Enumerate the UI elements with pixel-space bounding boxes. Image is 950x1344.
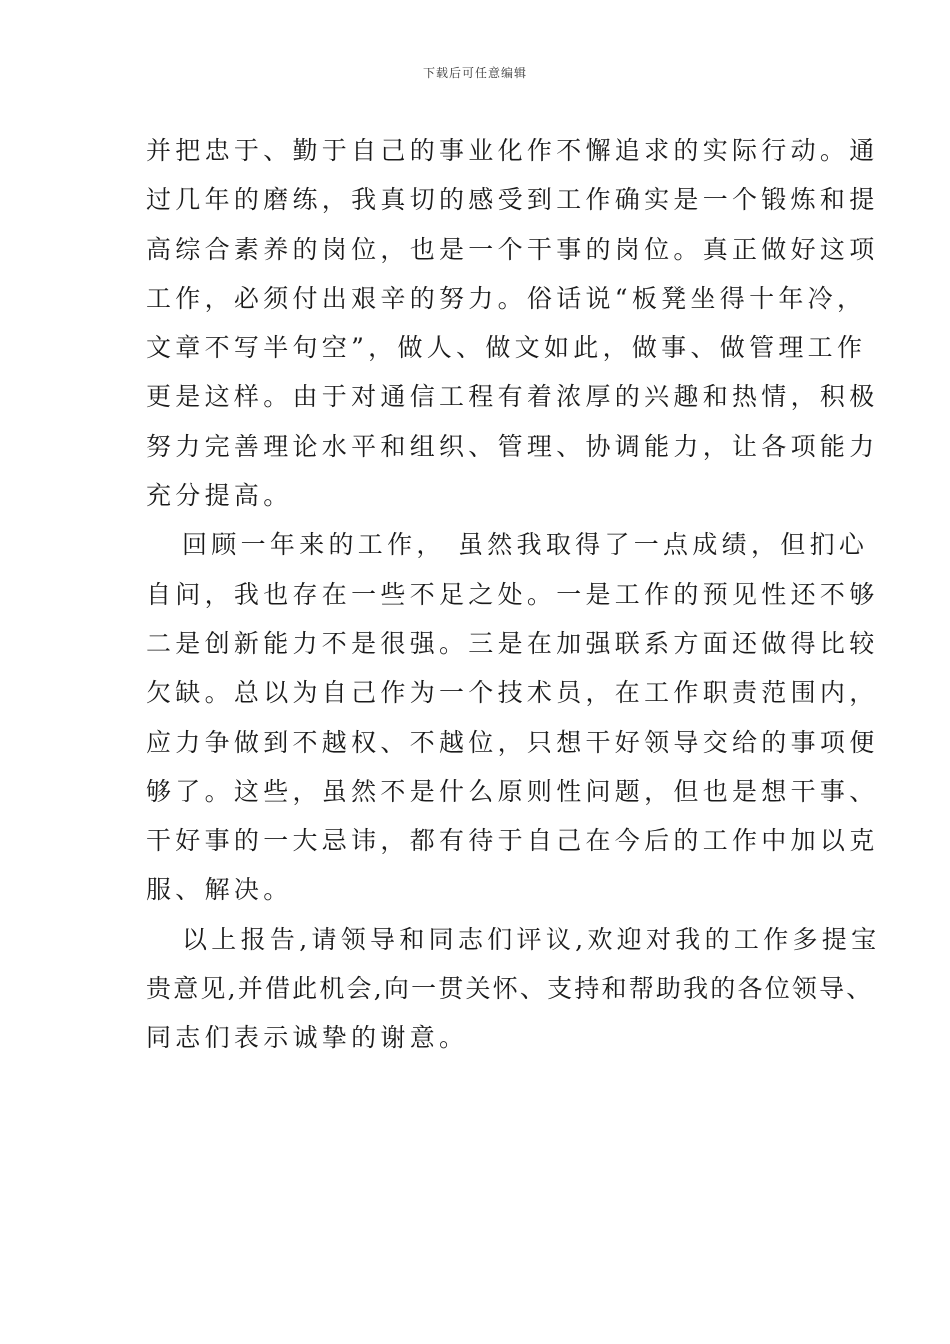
text-line: 应力争做到不越权、不越位，只想干好领导交给的事项便	[146, 727, 879, 757]
text-line: 并把忠于、勤于自己的事业化作不懈追求的实际行动。通	[146, 136, 879, 165]
text-line: 贵意见,并借此机会,向一贯关怀、支持和帮助我的各位领导、	[146, 974, 874, 1004]
text-line: 努力完善理论水平和组织、管理、协调能力，让各项能力	[146, 431, 879, 461]
text-line: 回顾一年来的工作， 虽然我取得了一点成绩，但扪心	[182, 530, 869, 560]
text-line: 同志们表示诚挚的谢意。	[146, 1023, 469, 1053]
text-line: 工作，必须付出艰辛的努力。俗话说“板凳坐得十年冷，	[146, 283, 867, 313]
text-line: 过几年的磨练，我真切的感受到工作确实是一个锻炼和提	[146, 185, 879, 215]
text-line: 自问，我也存在一些不足之处。一是工作的预见性还不够	[146, 579, 879, 609]
text-line: 够了。这些，虽然不是什么原则性问题，但也是想干事、	[146, 776, 879, 806]
text-line: 更是这样。由于对通信工程有着浓厚的兴趣和热情，积极	[146, 382, 879, 412]
text-line: 欠缺。总以为自己作为一个技术员，在工作职责范围内，	[146, 678, 879, 708]
text-line: 二是创新能力不是很强。三是在加强联系方面还做得比较	[146, 628, 879, 658]
page-header: 下载后可任意编辑	[422, 66, 527, 80]
text-line: 文章不写半句空”，做人、做文如此，做事、做管理工作	[146, 333, 867, 363]
text-line: 干好事的一大忌讳，都有待于自己在今后的工作中加以克	[146, 826, 879, 856]
text-line: 以上报告,请领导和同志们评议,欢迎对我的工作多提宝	[182, 924, 881, 954]
document-body	[146, 126, 881, 1063]
text-line: 服、解决。	[146, 875, 293, 905]
text-line: 高综合素养的岗位，也是一个干事的岗位。真正做好这项	[146, 234, 879, 264]
text-line: 充分提高。	[146, 481, 293, 511]
